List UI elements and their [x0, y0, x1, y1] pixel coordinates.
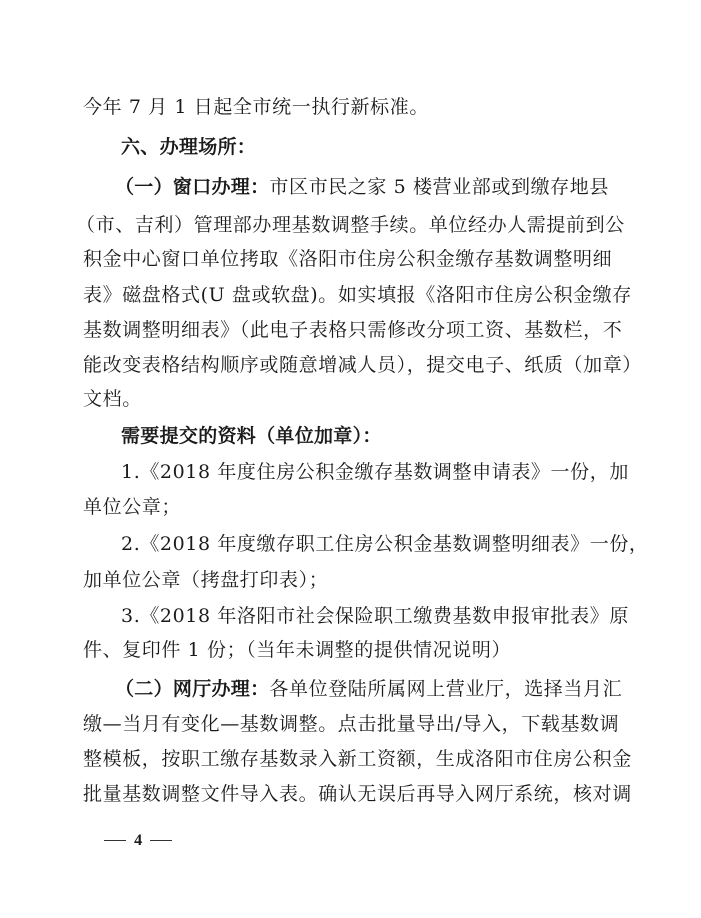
- heading-text: 六、办理场所：: [121, 136, 257, 158]
- text-line: [0, 94, 701, 120]
- text-line: [0, 567, 701, 593]
- text-line: [0, 494, 701, 520]
- text-run: （市、吉利）管理部办理基数调整手续。单位经办人需提前到公: [76, 214, 625, 236]
- text-line: [0, 531, 701, 557]
- text-run: 积金中心窗口单位拷取《洛阳市住房公积金缴存基数调整明细: [83, 248, 613, 270]
- text-line: [0, 212, 701, 238]
- text-run: 缴—当月有变化—基数调整。点击批量导出/导入，下载基数调: [83, 713, 620, 735]
- footer-dash-left: [104, 840, 126, 841]
- page-number: 4: [134, 832, 143, 849]
- text-run: 今年 7 月 1 日起全市统一执行新标准。: [83, 96, 429, 118]
- text-run: 整模板，按职工缴存基数录入新工资额，生成洛阳市住房公积金: [83, 748, 632, 770]
- footer-dash-right: [150, 840, 172, 841]
- subheading-text: （一）窗口办理：: [115, 176, 270, 198]
- text-line: [0, 603, 701, 629]
- text-line: [0, 246, 701, 272]
- text-line: [0, 282, 701, 308]
- text-run: 3.《2018 年洛阳市社会保险职工缴费基数申报审批表》原: [121, 605, 629, 627]
- text-run: 各单位登陆所属网上营业厅，选择当月汇: [269, 678, 623, 700]
- text-line: [0, 781, 701, 807]
- text-run: 2.《2018 年度缴存职工住房公积金基数调整明细表》一份，: [121, 533, 649, 555]
- text-run: 单位公章；: [83, 496, 182, 518]
- text-run: 1.《2018 年度住房公积金缴存基数调整申请表》一份，加: [121, 461, 629, 483]
- text-line: [0, 352, 701, 378]
- text-line: [0, 637, 701, 663]
- text-run: 批量基数调整文件导入表。确认无误后再导入网厅系统，核对调: [83, 783, 632, 805]
- text-run: 加单位公章（拷盘打印表）；: [83, 569, 329, 591]
- text-run: 能改变表格结构顺序或随意增减人员），提交电子、纸质（加章）: [83, 354, 642, 376]
- page-footer: [104, 830, 172, 851]
- text-run: 市区市民之家 5 楼营业部或到缴存地县: [269, 176, 609, 198]
- section-heading: [0, 134, 701, 160]
- heading-text: 需要提交的资料（单位加章）：: [121, 425, 382, 447]
- text-line: [0, 174, 701, 200]
- text-line: [0, 459, 701, 485]
- text-run: 件、复印件 1 份；（当年未调整的提供情况说明）: [83, 639, 512, 661]
- section-heading: [0, 423, 701, 449]
- text-line: [0, 711, 701, 737]
- text-line: [0, 317, 701, 343]
- text-line: [0, 746, 701, 772]
- text-run: 表》磁盘格式(U 盘或软盘)。如实填报《洛阳市住房公积金缴存: [83, 284, 632, 306]
- text-line: [0, 676, 701, 702]
- subheading-text: （二）网厅办理：: [115, 678, 270, 700]
- text-run: 基数调整明细表》（此电子表格只需修改分项工资、基数栏，不: [83, 319, 623, 341]
- text-line: [0, 386, 701, 412]
- text-run: 文档。: [83, 388, 142, 410]
